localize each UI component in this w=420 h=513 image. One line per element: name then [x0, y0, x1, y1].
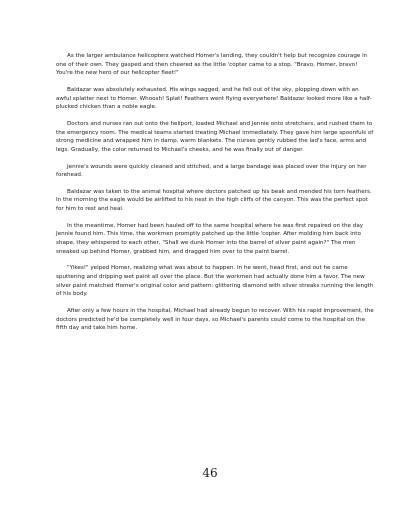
page-number: 46 — [202, 466, 218, 480]
paragraph-7: "Yikes!" yelped Homer, realizing what was about to happen. In he went, head first, and out he came sputtering and dripping wet paint all over the place. But the workmen had actually done him a favor. The new silver paint matched Homer's original color and pattern: glittering diamond with silver streaks running the length of his body. — [56, 265, 374, 298]
paragraph-8: After only a few hours in the hospital, Michael had already begun to recover. With his rapid improvement, the doctors predicted he'd be completely well in four days, so Michael's parents could come to the hospital on the fifth day and take him home. — [56, 307, 374, 332]
paragraph-3: Doctors and nurses ran out onto the heliport, loaded Michael and Jennie onto stretchers, and rushed them to the emergency room. The medical teams started treating Michael immediately. They gave him large spoonfuls of strong medicine and wrapped him in damp, warm blankets. The nurses gently rubbed the lad's face, arms and legs. Gradually, the color returned to Michael's cheeks, and he was finally out of danger. — [56, 120, 374, 153]
body-text — [56, 52, 374, 341]
paragraph-2: Baldazar was absolutely exhausted. His wings sagged, and he fell out of the sky, plopping down with an awful splatter next to Homer. Whoosh! Splat! Feathers went flying everywhere! Baldazar looked more like a half-plucked chicken than a noble eagle. — [56, 86, 372, 111]
paragraph-5: Baldazar was taken to the animal hospital where doctors patched up his beak and mended his torn feathers. In the morning the eagle would be airlifted to his nest in the high cliffs of the canyon. This was the perfect spot for him to rest and heal. — [56, 188, 372, 213]
paragraph-6: In the meantime, Homer had been hauled off to the same hospital where he was first repaired on the day Jennie found him. This time, the workmen promptly patched up the little 'copter. After molding him back into shape, they whispered to each other, "Shall we dunk Homer into the barrel of silver paint again?" The men sneaked up behind Homer, grabbed him, and dragged him over to the paint barrel. — [56, 222, 364, 255]
paragraph-1: As the larger ambulance helicopters watched Homer's landing, they couldn't help but recognize courage in one of their own. They gasped and then cheered as the little 'copter came to a stop. "Bravo, Homer, bravo! You're the new hero of our helicopter fleet!" — [56, 53, 368, 77]
paragraph-4: Jennie's wounds were quickly cleaned and stitched, and a large bandage was placed over the injury on her forehead. — [56, 163, 367, 179]
